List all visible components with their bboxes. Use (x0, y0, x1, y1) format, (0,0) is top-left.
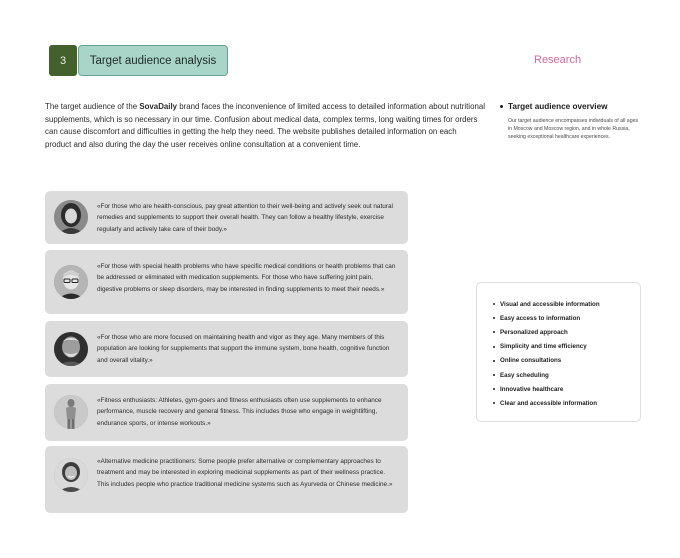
bullet-icon (493, 360, 495, 362)
feature-label: Clear and accessible information (500, 399, 597, 407)
bullet-icon (493, 331, 495, 333)
audience-card (45, 321, 408, 377)
audience-card-text: «For those who are health-conscious, pay great attention to their well-being and actively seek out natural remedies and supplements to support their overall health. They can follow a healthy lifestyle, exercise regularly and actively take care of their body.» (97, 203, 393, 233)
audience-card-text: «For those who are more focused on maintaining health and vigor as they age. Many members of this population are looking for supplements that support the immune system, bone health, cognitive function and overall vitality.» (97, 334, 390, 364)
bullet-icon (493, 388, 495, 390)
section-number: 3 (49, 45, 77, 76)
section-title: Target audience analysis (78, 45, 228, 76)
overview-title: Target audience overview (508, 102, 608, 111)
audience-card-text: «Alternative medicine practitioners: Some people prefer alternative or complementary approaches to treatment and may be interested in exploring medicinal supplements as part of their wellness practice. This includes people who practice traditional medicine systems such as Ayurveda or Chinese medicine.» (97, 458, 393, 488)
intro-prefix: The target audience of the (45, 102, 140, 111)
feature-label: Online consultations (500, 357, 562, 365)
feature-label: Innovative healthcare (500, 385, 564, 393)
smiling-woman-portrait-avatar (54, 458, 88, 492)
brand-name: SovaDaily (139, 102, 178, 111)
intro-paragraph (45, 101, 485, 151)
athlete-portrait-avatar (54, 395, 88, 429)
woman-portrait-avatar (54, 200, 88, 234)
bullet-icon (493, 303, 495, 305)
feature-item (501, 354, 640, 368)
audience-card-text: «For those with special health problems who have specific medical conditions or health problems that can be addressed or eliminated with medication supplements. For those who have suffering joint pain, digestive problems or sleep disorders, may be interested in finding supplements to meet their needs.» (97, 263, 396, 293)
elderly-man-portrait-avatar (54, 332, 88, 366)
feature-label: Easy access to information (500, 314, 581, 322)
audience-card (45, 384, 408, 441)
feature-label: Personalized approach (500, 328, 568, 336)
intro-suffix: brand faces the inconvenience of limited access to detailed information about nutritional supplements, which is so necessary in our time. Confusion about medical data, complex terms, long waiting times for orders can cause discomfort and difficulties in getting the help they need. The website publishes detailed information on each product and also during the day the user receives online consultation at a convenient time. (45, 102, 485, 149)
overview-heading (500, 102, 640, 111)
feature-item (501, 297, 640, 311)
bullet-icon (493, 402, 495, 404)
feature-item (501, 311, 640, 325)
audience-card (45, 446, 408, 513)
bullet-icon (493, 346, 495, 348)
feature-item (501, 340, 640, 354)
bullet-icon (493, 374, 495, 376)
audience-overview (500, 102, 640, 142)
feature-label: Easy scheduling (500, 371, 549, 379)
feature-label: Visual and accessible information (500, 300, 600, 308)
bullet-icon (493, 317, 495, 319)
feature-item (501, 396, 640, 410)
research-link[interactable]: Research (534, 54, 582, 66)
audience-card-text: «Fitness enthusiasts: Athletes, gym-goers and fitness enthusiasts often use supplements to enhance performance, muscle recovery and general fitness. This includes those who engage in weightlifting, endurance sports, or intense workouts.» (97, 397, 382, 427)
overview-text: Our target audience encompasses individuals of all ages in Moscow and Moscow region, and in whole Russia, seeking exceptional healthcare experiences. (508, 118, 639, 141)
feature-label: Simplicity and time efficiency (500, 343, 587, 351)
bullet-icon (500, 105, 503, 108)
features-panel (476, 282, 641, 422)
audience-card (45, 250, 408, 314)
feature-item (501, 368, 640, 382)
audience-card (45, 191, 408, 244)
feature-item (501, 382, 640, 396)
feature-item (501, 325, 640, 339)
man-glasses-portrait-avatar (54, 265, 88, 299)
